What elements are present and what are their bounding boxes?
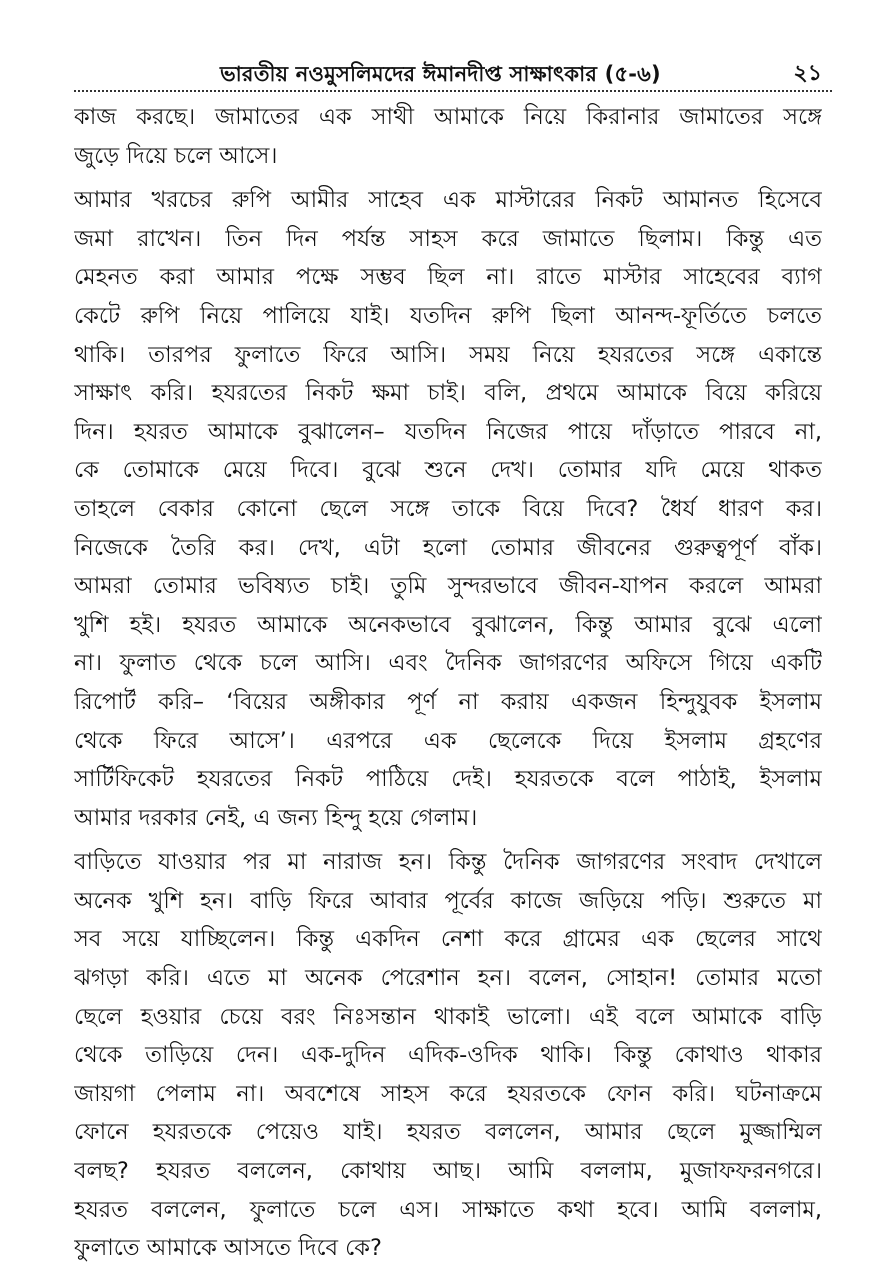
- text-line: সার্টিফিকেট হযরতের নিকট পাঠিয়ে দেই। হযরতকে বলে পাঠাই, ইসলাম: [74, 766, 822, 793]
- text-line: হযরত বললেন, ফুলাতে চলে এস। সাক্ষাতে কথা হবে। আমি বললাম,: [74, 1196, 822, 1223]
- paragraph: [74, 98, 822, 175]
- text-line: রিপোর্ট করি– ‘বিয়ের অঙ্গীকার পূর্ণ না করায় একজন হিন্দুযুবক ইসলাম: [74, 688, 822, 715]
- text-line: তাহলে বেকার কোনো ছেলে সঙ্গে তাকে বিয়ে দিবে? ধৈর্য ধারণ কর।: [74, 495, 822, 522]
- text-line: সাক্ষাৎ করি। হযরতের নিকট ক্ষমা চাই। বলি, প্রথমে আমাকে বিয়ে করিয়ে: [74, 380, 822, 407]
- text-line: বলছ? হযরত বললেন, কোথায় আছ। আমি বললাম, মুজাফফরনগরে।: [74, 1158, 822, 1185]
- text-line: অনেক খুশি হন। বাড়ি ফিরে আবার পূর্বের কাজে জড়িয়ে পড়ি। শুরুতে মা: [74, 887, 822, 914]
- body-text: [74, 98, 828, 1268]
- text-line: ছেলে হওয়ার চেয়ে বরং নিঃসন্তান থাকাই ভালো। এই বলে আমাকে বাড়ি: [74, 1003, 822, 1030]
- text-line: মেহনত করা আমার পক্ষে সম্ভব ছিল না। রাতে মাস্টার সাহেবের ব্যাগ: [74, 264, 822, 291]
- text-line: বাড়িতে যাওয়ার পর মা নারাজ হন। কিন্তু দৈনিক জাগরণের সংবাদ দেখালে: [74, 849, 822, 876]
- text-line: জায়গা পেলাম না। অবশেষে সাহস করে হযরতকে ফোন করি। ঘটনাক্রমে: [74, 1080, 822, 1107]
- page-header: [72, 52, 832, 88]
- text-line: না। ফুলাত থেকে চলে আসি। এবং দৈনিক জাগরণের অফিসে গিয়ে একটি: [74, 650, 822, 677]
- text-line: থেকে তাড়িয়ে দেন। এক-দুদিন এদিক-ওদিক থাকি। কিন্তু কোথাও থাকার: [74, 1042, 822, 1069]
- text-line: থাকি। তারপর ফুলাতে ফিরে আসি। সময় নিয়ে হযরতের সঙ্গে একান্তে: [74, 341, 822, 368]
- text-line: কেটে রুপি নিয়ে পালিয়ে যাই। যতদিন রুপি ছিলা আনন্দ-ফূর্তিতে চলতে: [74, 302, 822, 329]
- paragraph: [74, 843, 822, 1268]
- running-title: ভারতীয় নওমুসলিমদের ঈমানদীপ্ত সাক্ষাৎকার (৫-৬): [220, 62, 661, 86]
- text-line: কে তোমাকে মেয়ে দিবে। বুঝে শুনে দেখ। তোমার যদি মেয়ে থাকত: [74, 457, 822, 484]
- text-line: থেকে ফিরে আসে’। এরপরে এক ছেলেকে দিয়ে ইসলাম গ্রহণের: [74, 727, 822, 754]
- text-line: সব সয়ে যাচ্ছিলেন। কিন্তু একদিন নেশা করে গ্রামের এক ছেলের সাথে: [74, 926, 822, 953]
- text-line: ফোনে হযরতকে পেয়েও যাই। হযরত বললেন, আমার ছেলে মুজ্জাম্মিল: [74, 1119, 822, 1146]
- text-line: দিন। হযরত আমাকে বুঝালেন– যতদিন নিজের পায়ে দাঁড়াতে পারবে না,: [74, 418, 822, 445]
- text-line: নিজেকে তৈরি কর। দেখ, এটা হলো তোমার জীবনের গুরুত্বপূর্ণ বাঁক।: [74, 534, 822, 561]
- text-line: ঝগড়া করি। এতে মা অনেক পেরেশান হন। বলেন, সোহান! তোমার মতো: [74, 965, 822, 992]
- text-line: ফুলাতে আমাকে আসতে দিবে কে?: [74, 1235, 382, 1262]
- text-line: আমরা তোমার ভবিষ্যত চাই। তুমি সুন্দরভাবে জীবন-যাপন করলে আমরা: [74, 573, 822, 600]
- text-line: জমা রাখেন। তিন দিন পর্যন্ত সাহস করে জামাতে ছিলাম। কিন্তু এত: [74, 225, 822, 252]
- text-line: কাজ করছে। জামাতের এক সাথী আমাকে নিয়ে কিরানার জামাতের সঙ্গে: [74, 104, 822, 130]
- paragraph: [74, 181, 822, 837]
- text-line: খুশি হই। হযরত আমাকে অনেকভাবে বুঝালেন, কিন্তু আমার বুঝে এলো: [74, 611, 822, 638]
- text-line: জুড়ে দিয়ে চলে আসে।: [74, 142, 278, 169]
- text-line: আমার দরকার নেই, এ জন্য হিন্দু হয়ে গেলাম।: [74, 804, 478, 831]
- page-number: ২১: [793, 61, 822, 86]
- text-line: আমার খরচের রুপি আমীর সাহেব এক মাস্টারের নিকট আমানত হিসেবে: [74, 187, 822, 214]
